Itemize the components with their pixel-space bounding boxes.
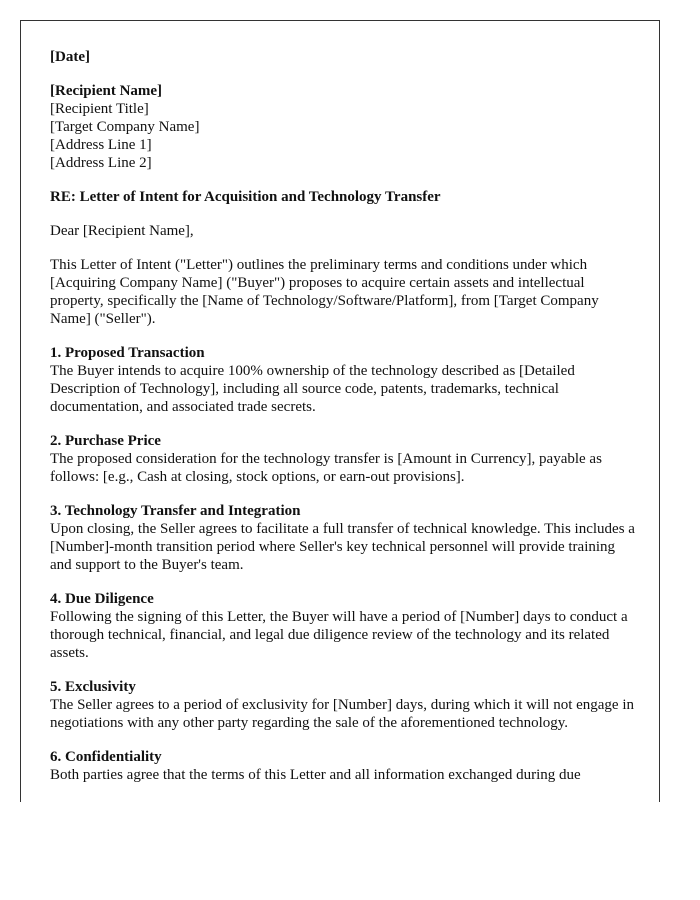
section-body: The Seller agrees to a period of exclusivity for [Number] days, during which it will not engage in negotiations with any other party regarding the sale of the aforementioned technology.: [50, 697, 635, 731]
section-body: The proposed consideration for the technology transfer is [Amount in Currency], payable as follows: [e.g., Cash at closing, stock options, or earn-out provisions].: [50, 451, 602, 485]
salutation: Dear [Recipient Name],: [50, 223, 194, 239]
intro-paragraph: This Letter of Intent ("Letter") outlines the preliminary terms and conditions under which [Acquiring Company Name] ("Buyer") proposes to acquire certain assets and intellectual property, specifically the [Name of Technology/Software/Platform], from [Target Company Name] ("Seller").: [50, 257, 599, 327]
letter-page: [20, 20, 660, 802]
letter-date: [Date]: [50, 49, 90, 65]
recipient-company: [Target Company Name]: [50, 119, 200, 135]
section-body: Upon closing, the Seller agrees to facilitate a full transfer of technical knowledge. This includes a [Number]-month transition period where Seller's key technical personnel will provide training and support to the Buyer's team.: [50, 521, 635, 573]
section-title: 1. Proposed Transaction: [50, 345, 205, 361]
section-title: 6. Confidentiality: [50, 749, 162, 765]
section-purchase-price: [50, 432, 640, 486]
letter-subject: RE: Letter of Intent for Acquisition and Technology Transfer: [50, 189, 441, 205]
letter-content: [50, 48, 640, 800]
section-body: Both parties agree that the terms of this Letter and all information exchanged during due: [50, 767, 581, 783]
section-title: 5. Exclusivity: [50, 679, 136, 695]
section-body: The Buyer intends to acquire 100% ownership of the technology described as [Detailed Description of Technology], including all source code, patents, trademarks, technical documentation, and associated trade secrets.: [50, 363, 575, 415]
section-title: 3. Technology Transfer and Integration: [50, 503, 301, 519]
section-title: 2. Purchase Price: [50, 433, 161, 449]
recipient-title: [Recipient Title]: [50, 101, 149, 117]
recipient-block: [50, 82, 640, 172]
section-technology-transfer: [50, 502, 640, 574]
recipient-address-line-2: [Address Line 2]: [50, 155, 152, 171]
section-due-diligence: [50, 590, 640, 662]
section-exclusivity: [50, 678, 640, 732]
recipient-address-line-1: [Address Line 1]: [50, 137, 152, 153]
section-title: 4. Due Diligence: [50, 591, 154, 607]
section-body: Following the signing of this Letter, the Buyer will have a period of [Number] days to conduct a thorough technical, financial, and legal due diligence review of the technology and its related assets.: [50, 609, 628, 661]
section-proposed-transaction: [50, 344, 640, 416]
recipient-name: [Recipient Name]: [50, 83, 163, 99]
section-confidentiality: [50, 748, 640, 784]
